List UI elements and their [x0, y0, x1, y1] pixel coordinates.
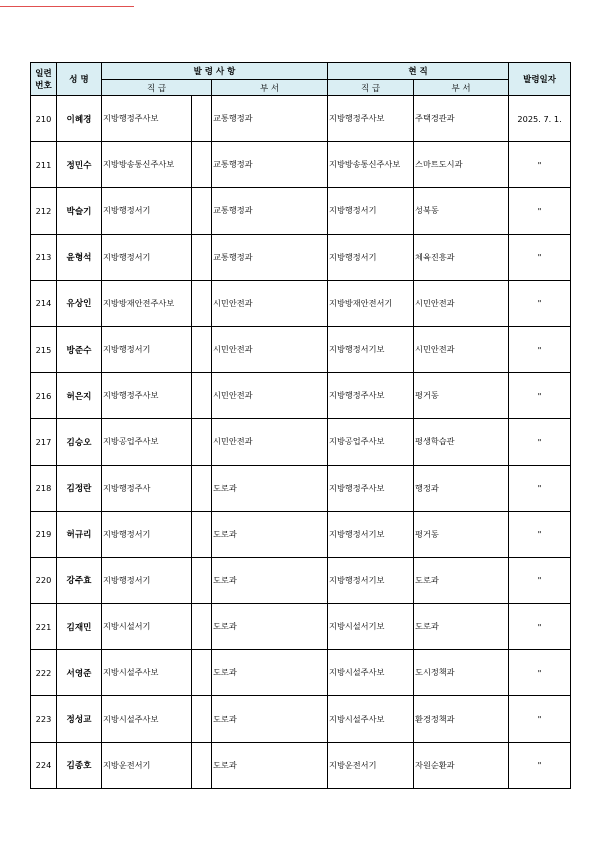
serial-number-cell: 217 [31, 419, 57, 465]
new-rank-cell: 지방행정서기 [102, 234, 192, 280]
date-cell: " [509, 373, 571, 419]
current-dept-cell: 도로과 [414, 604, 509, 650]
new-rank-cell: 지방행정서기 [102, 188, 192, 234]
name-cell: 유상인 [57, 280, 102, 326]
header-date: 발령일자 [509, 63, 571, 96]
new-rank-cell: 지방운전서기 [102, 742, 192, 788]
current-dept-cell: 성북동 [414, 188, 509, 234]
current-dept-cell: 평거동 [414, 511, 509, 557]
new-dept-cell: 도로과 [212, 557, 328, 603]
serial-number-cell: 223 [31, 696, 57, 742]
header-cur-rank: 직 급 [328, 80, 414, 96]
date-cell: " [509, 650, 571, 696]
table-row [31, 604, 571, 650]
blank-cell [192, 557, 212, 603]
blank-cell [192, 604, 212, 650]
new-dept-cell: 도로과 [212, 604, 328, 650]
date-cell: " [509, 511, 571, 557]
blank-cell [192, 511, 212, 557]
name-cell: 김종호 [57, 742, 102, 788]
table-row [31, 696, 571, 742]
table-row [31, 511, 571, 557]
current-rank-cell: 지방시설주사보 [328, 650, 414, 696]
new-dept-cell: 시민안전과 [212, 419, 328, 465]
name-cell: 허은지 [57, 373, 102, 419]
name-cell: 박슬기 [57, 188, 102, 234]
new-rank-cell: 지방시설주사보 [102, 696, 192, 742]
serial-number-cell: 224 [31, 742, 57, 788]
current-rank-cell: 지방시설서기보 [328, 604, 414, 650]
name-cell: 김정란 [57, 465, 102, 511]
blank-cell [192, 280, 212, 326]
date-cell: 2025. 7. 1. [509, 96, 571, 142]
date-cell: " [509, 696, 571, 742]
table-row [31, 650, 571, 696]
date-cell: " [509, 742, 571, 788]
serial-number-cell: 213 [31, 234, 57, 280]
serial-number-cell: 218 [31, 465, 57, 511]
name-cell: 강주효 [57, 557, 102, 603]
current-rank-cell: 지방행정서기 [328, 188, 414, 234]
header-current: 현 직 [328, 63, 509, 80]
current-dept-cell: 도시정책과 [414, 650, 509, 696]
date-cell: " [509, 280, 571, 326]
serial-number-cell: 215 [31, 326, 57, 372]
serial-number-cell: 211 [31, 142, 57, 188]
new-dept-cell: 교통행정과 [212, 142, 328, 188]
table-row [31, 188, 571, 234]
date-cell: " [509, 326, 571, 372]
new-rank-cell: 지방시설주사보 [102, 650, 192, 696]
current-dept-cell: 평생학습관 [414, 419, 509, 465]
current-rank-cell: 지방행정서기보 [328, 511, 414, 557]
name-cell: 정성교 [57, 696, 102, 742]
new-rank-cell: 지방행정서기 [102, 511, 192, 557]
date-cell: " [509, 557, 571, 603]
new-rank-cell: 지방방재안전주사보 [102, 280, 192, 326]
name-cell: 김승오 [57, 419, 102, 465]
new-dept-cell: 도로과 [212, 465, 328, 511]
name-cell: 김재민 [57, 604, 102, 650]
new-rank-cell: 지방행정주사 [102, 465, 192, 511]
table-row [31, 280, 571, 326]
date-cell: " [509, 604, 571, 650]
current-rank-cell: 지방행정서기보 [328, 326, 414, 372]
new-rank-cell: 지방공업주사보 [102, 419, 192, 465]
table-row [31, 234, 571, 280]
new-dept-cell: 교통행정과 [212, 234, 328, 280]
top-red-line [0, 6, 134, 7]
current-rank-cell: 지방방재안전서기 [328, 280, 414, 326]
current-rank-cell: 지방행정서기보 [328, 557, 414, 603]
name-cell: 방준수 [57, 326, 102, 372]
name-cell: 서영준 [57, 650, 102, 696]
blank-cell [192, 419, 212, 465]
blank-cell [192, 142, 212, 188]
new-dept-cell: 도로과 [212, 742, 328, 788]
table-row [31, 465, 571, 511]
header-serial: 일련 번호 [31, 63, 57, 96]
current-rank-cell: 지방운전서기 [328, 742, 414, 788]
header-name: 성 명 [57, 63, 102, 96]
current-rank-cell: 지방공업주사보 [328, 419, 414, 465]
new-rank-cell: 지방행정서기 [102, 557, 192, 603]
current-dept-cell: 스마트도시과 [414, 142, 509, 188]
new-dept-cell: 교통행정과 [212, 96, 328, 142]
header-new-rank: 직 급 [102, 80, 212, 96]
table-row [31, 557, 571, 603]
table-row [31, 96, 571, 142]
blank-cell [192, 188, 212, 234]
new-dept-cell: 도로과 [212, 696, 328, 742]
current-dept-cell: 시민안전과 [414, 326, 509, 372]
date-cell: " [509, 142, 571, 188]
table-row [31, 373, 571, 419]
name-cell: 이혜경 [57, 96, 102, 142]
blank-cell [192, 465, 212, 511]
personnel-table [30, 62, 571, 789]
current-dept-cell: 평거동 [414, 373, 509, 419]
current-rank-cell: 지방행정주사보 [328, 465, 414, 511]
date-cell: " [509, 234, 571, 280]
blank-cell [192, 234, 212, 280]
blank-cell [192, 696, 212, 742]
new-dept-cell: 교통행정과 [212, 188, 328, 234]
current-dept-cell: 행정과 [414, 465, 509, 511]
serial-number-cell: 212 [31, 188, 57, 234]
current-dept-cell: 시민안전과 [414, 280, 509, 326]
current-dept-cell: 체육진흥과 [414, 234, 509, 280]
current-dept-cell: 자원순환과 [414, 742, 509, 788]
current-rank-cell: 지방시설주사보 [328, 696, 414, 742]
new-rank-cell: 지방방송통신주사보 [102, 142, 192, 188]
name-cell: 허규리 [57, 511, 102, 557]
name-cell: 윤형석 [57, 234, 102, 280]
new-dept-cell: 도로과 [212, 511, 328, 557]
new-rank-cell: 지방행정주사보 [102, 96, 192, 142]
serial-number-cell: 221 [31, 604, 57, 650]
new-dept-cell: 시민안전과 [212, 373, 328, 419]
serial-number-cell: 222 [31, 650, 57, 696]
new-rank-cell: 지방시설서기 [102, 604, 192, 650]
new-rank-cell: 지방행정서기 [102, 326, 192, 372]
serial-number-cell: 220 [31, 557, 57, 603]
new-dept-cell: 시민안전과 [212, 326, 328, 372]
current-dept-cell: 주택경관과 [414, 96, 509, 142]
current-rank-cell: 지방행정주사보 [328, 373, 414, 419]
table-row [31, 419, 571, 465]
current-dept-cell: 환경정책과 [414, 696, 509, 742]
new-rank-cell: 지방행정주사보 [102, 373, 192, 419]
blank-cell [192, 96, 212, 142]
serial-number-cell: 216 [31, 373, 57, 419]
serial-number-cell: 214 [31, 280, 57, 326]
blank-cell [192, 650, 212, 696]
current-dept-cell: 도로과 [414, 557, 509, 603]
date-cell: " [509, 419, 571, 465]
table-row [31, 326, 571, 372]
serial-number-cell: 210 [31, 96, 57, 142]
header-appointment: 발 령 사 항 [102, 63, 328, 80]
date-cell: " [509, 465, 571, 511]
blank-cell [192, 373, 212, 419]
blank-cell [192, 326, 212, 372]
serial-number-cell: 219 [31, 511, 57, 557]
date-cell: " [509, 188, 571, 234]
name-cell: 정민수 [57, 142, 102, 188]
current-rank-cell: 지방방송통신주사보 [328, 142, 414, 188]
table-row [31, 142, 571, 188]
new-dept-cell: 도로과 [212, 650, 328, 696]
current-rank-cell: 지방행정서기 [328, 234, 414, 280]
header-new-dept: 부 서 [212, 80, 328, 96]
table-row [31, 742, 571, 788]
current-rank-cell: 지방행정주사보 [328, 96, 414, 142]
header-cur-dept: 부 서 [414, 80, 509, 96]
new-dept-cell: 시민안전과 [212, 280, 328, 326]
blank-cell [192, 742, 212, 788]
